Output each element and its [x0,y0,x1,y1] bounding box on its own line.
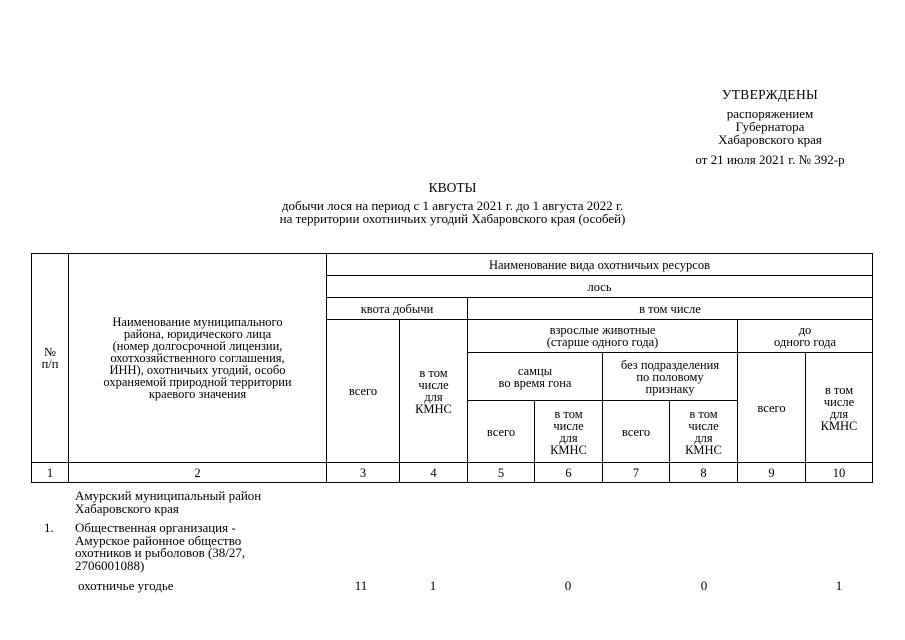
approval-line-2: Губернатора [735,119,805,134]
column-number: 10 [806,463,873,483]
header-including: в том числе [468,298,873,320]
approval-line-1: распоряжением [726,106,814,121]
column-number: 2 [69,463,327,483]
value-young-kmns: 1 [835,578,843,593]
column-number: 9 [738,463,806,483]
header-resource-type: Наименование вида охотничьих ресурсов [327,254,873,276]
document-title: КВОТЫ [428,180,477,195]
header-males: самцы во время гона [468,353,603,401]
header-quota: квота добычи [327,298,468,320]
approval-heading: УТВЕРЖДЕНЫ [721,87,819,102]
header-incl-kmns: в том числе для КМНС [400,320,468,463]
header-young: до одного года [738,320,873,353]
header-young-kmns: в том числе для КМНС [806,353,873,463]
column-number: 6 [535,463,603,483]
column-number: 5 [468,463,535,483]
column-number: 7 [603,463,670,483]
column-number: 3 [327,463,400,483]
header-adults: взрослые животные (старше одного года) [468,320,738,353]
column-number: 4 [400,463,468,483]
entry-number: 1. [44,520,54,535]
header-num: № п/п [32,254,69,463]
approval-date: от 21 июля 2021 г. № 392-р [695,152,845,167]
district-name: Амурский муниципальный район Хабаровского края [75,488,262,516]
header-nsd-kmns: в том числе для КМНС [670,401,738,463]
organization-name: Общественная организация - Амурское районное общество охотников и рыболовов (38/27, 2706001088) [75,520,246,573]
header-nsd-total: всего [603,401,670,463]
header-male-kmns: в том числе для КМНС [535,401,603,463]
value-male-kmns: 0 [564,578,572,593]
header-name: Наименование муниципального района, юридического лица (номер долгосрочной лицензии, охотхозяйственного соглашения, ИНН), охотничьих угодий, особо охраняемой природной территории краевого значения [69,254,327,463]
approval-line-3: Хабаровского края [718,132,822,147]
subtitle-line-1: добычи лося на период с 1 августа 2021 г. до 1 августа 2022 г. [281,198,624,213]
header-male-total: всего [468,401,535,463]
header-species: лось [327,276,873,298]
header-young-total: всего [738,353,806,463]
header-no-sex-division: без подразделения по половому признаку [603,353,738,401]
value-kmns: 1 [429,578,437,593]
column-number: 8 [670,463,738,483]
column-number: 1 [32,463,69,483]
value-total: 11 [354,578,368,593]
hunting-ground-label: охотничье угодье [78,578,174,593]
header-total: всего [327,320,400,463]
subtitle-line-2: на территории охотничьих угодий Хабаровского края (особей) [279,211,626,226]
value-nsd-kmns: 0 [700,578,708,593]
